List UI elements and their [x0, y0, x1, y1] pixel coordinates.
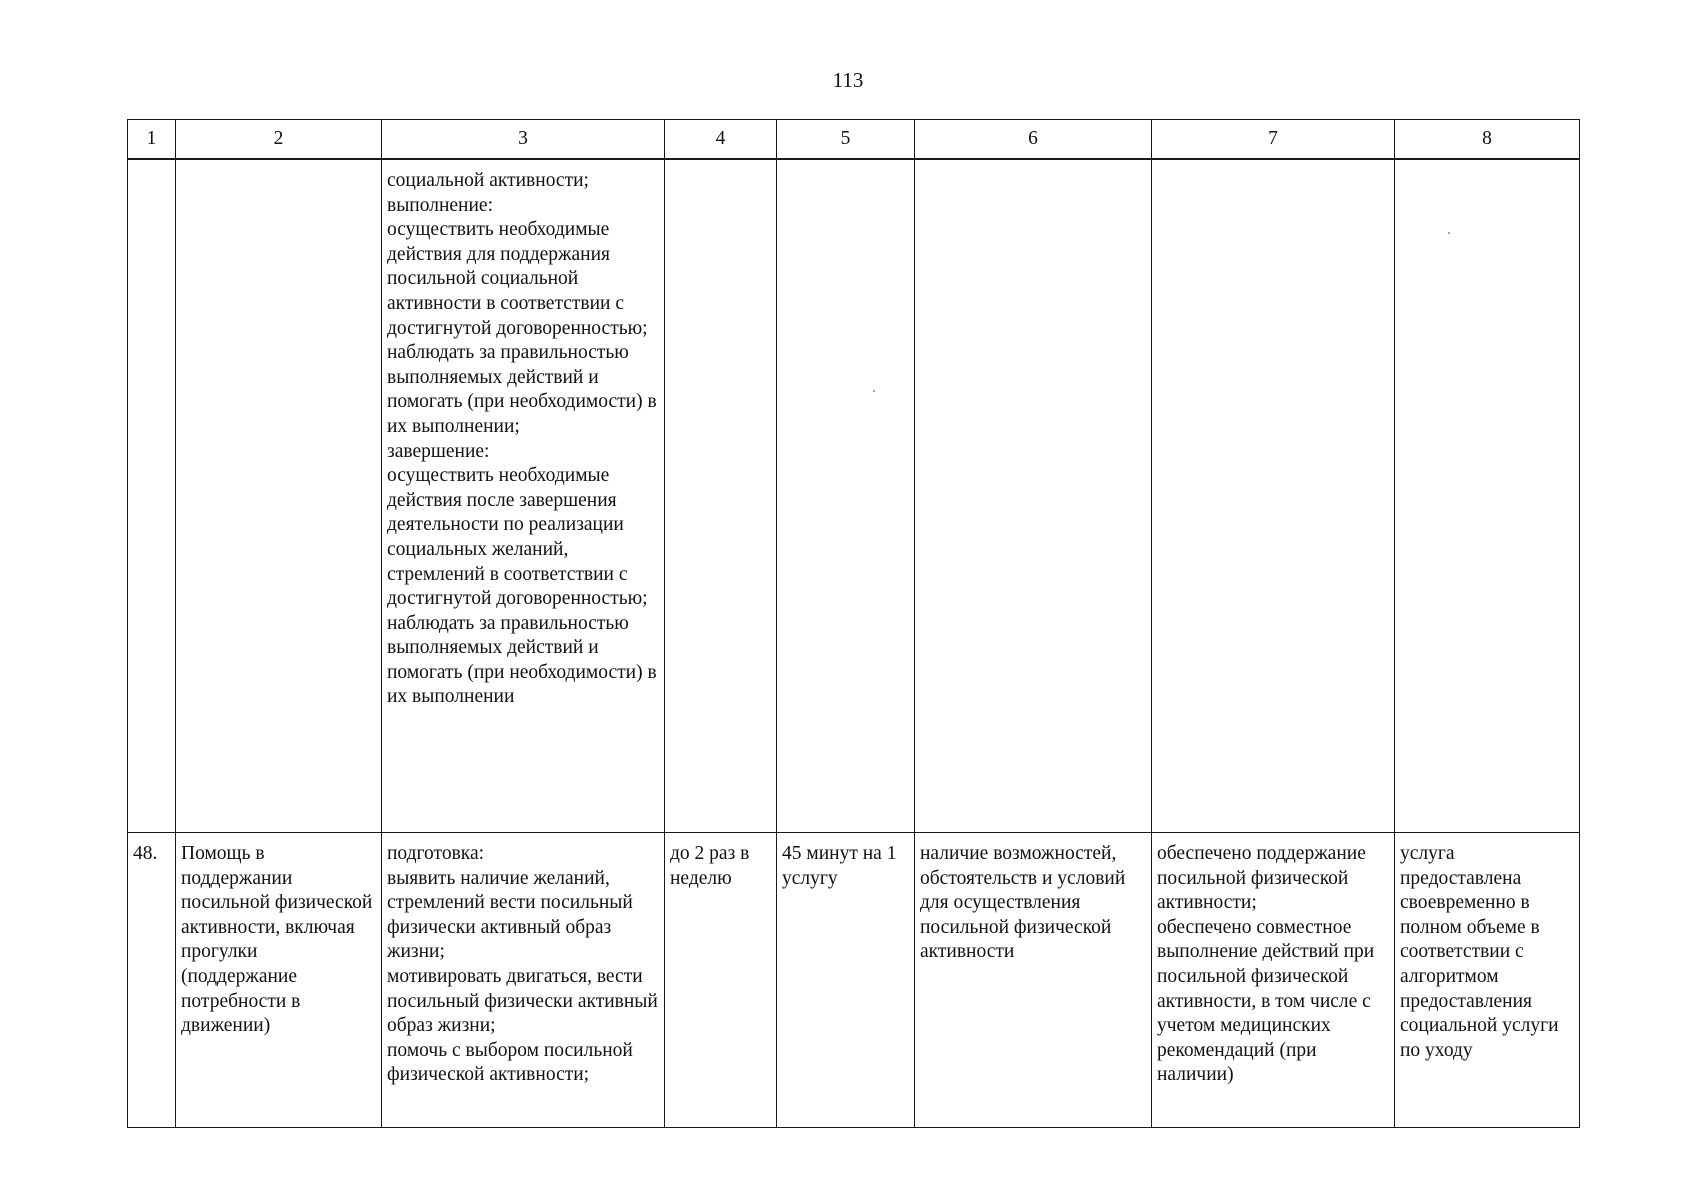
- cell-frequency: до 2 раз в неделю: [665, 833, 777, 1128]
- table-header-row: [128, 120, 1580, 160]
- cell-frequency: [665, 159, 777, 833]
- cell-duration: 45 минут на 1 услугу: [777, 833, 915, 1128]
- header-cell-6: 6: [915, 120, 1152, 160]
- scan-speck: [1448, 232, 1450, 234]
- cell-results: [1152, 159, 1395, 833]
- cell-duration: [777, 159, 915, 833]
- cell-number: 48.: [128, 833, 176, 1128]
- table-row-48: [128, 833, 1580, 1128]
- cell-conditions: [915, 159, 1152, 833]
- header-cell-8: 8: [1395, 120, 1580, 160]
- cell-results: обеспечено поддержание посильной физической активности; обеспечено совместное выполнение действий при посильной физической активности, в том числе с учетом медицинских рекомендаций (при наличии): [1152, 833, 1395, 1128]
- header-cell-4: 4: [665, 120, 777, 160]
- cell-number: [128, 159, 176, 833]
- scan-speck: [873, 390, 875, 392]
- cell-conditions: наличие возможностей, обстоятельств и условий для осуществления посильной физической активности: [915, 833, 1152, 1128]
- header-cell-7: 7: [1152, 120, 1395, 160]
- header-cell-3: 3: [382, 120, 665, 160]
- services-table: [127, 119, 1580, 1128]
- header-cell-1: 1: [128, 120, 176, 160]
- header-cell-2: 2: [176, 120, 382, 160]
- cell-service-name: [176, 159, 382, 833]
- page-number: 113: [832, 68, 864, 92]
- header-cell-5: 5: [777, 120, 915, 160]
- table-row-continuation: [128, 159, 1580, 833]
- cell-quality: услуга предоставлена своевременно в полном объеме в соответствии с алгоритмом предоставления социальной услуги по уходу: [1395, 833, 1580, 1128]
- cell-service-content: подготовка: выявить наличие желаний, стремлений вести посильный физически активный образ жизни; мотивировать двигаться, вести посильный физически активный образ жизни; помочь с выбором посильной физической активности;: [382, 833, 665, 1128]
- cell-service-name: Помощь в поддержании посильной физической активности, включая прогулки (поддержание потребности в движении): [176, 833, 382, 1128]
- cell-quality: [1395, 159, 1580, 833]
- cell-service-content: социальной активности; выполнение: осуществить необходимые действия для поддержания посильной социальной активности в соответствии с достигнутой договоренностью; наблюдать за правильностью выполняемых действий и помогать (при необходимости) в их выполнении; завершение: осуществить необходимые действия после завершения деятельности по реализации социальных желаний, стремлений в соответствии с достигнутой договоренностью; наблюдать за правильностью выполняемых действий и помогать (при необходимости) в их выполнении: [382, 159, 665, 833]
